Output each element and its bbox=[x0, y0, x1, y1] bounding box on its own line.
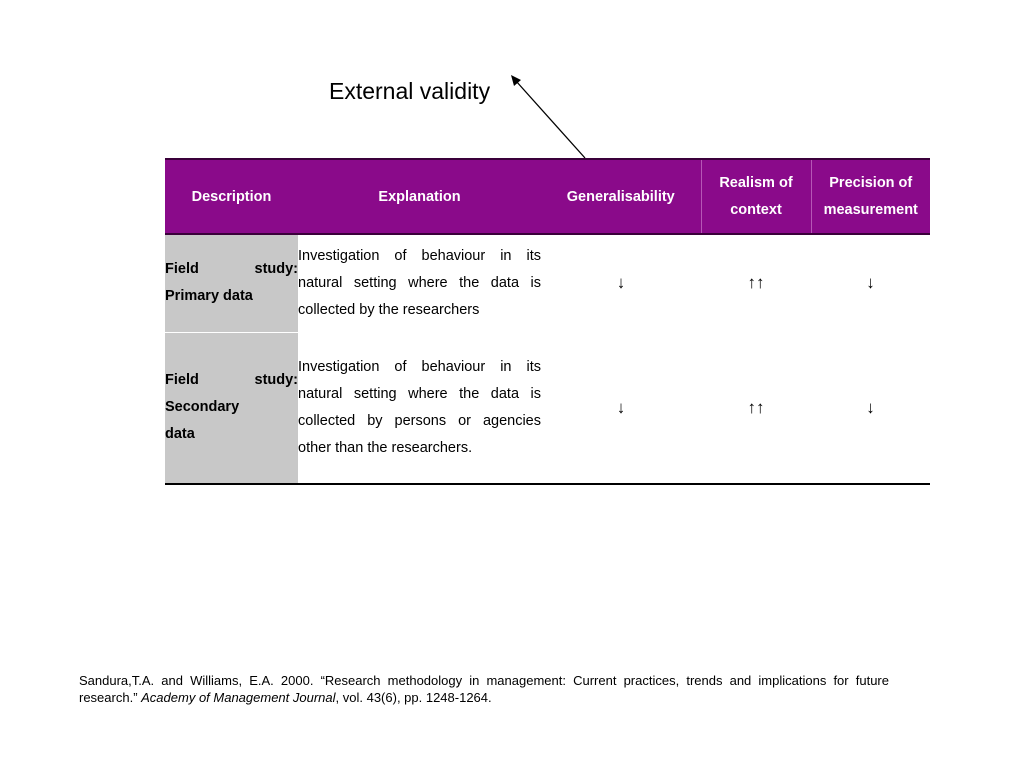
row-explanation: Investigation of behaviour in its natural setting where the data is collected by persons or agencies other than the researchers. bbox=[298, 332, 541, 484]
header-generalisability: Generalisability bbox=[541, 159, 701, 234]
table-header-row bbox=[165, 159, 930, 234]
header-precision-of-measurement: Precision of measurement bbox=[811, 159, 930, 234]
row-description: Field study: Primary data bbox=[165, 234, 298, 332]
generalisability-arrow-icon: ↓ bbox=[541, 332, 701, 484]
realism-arrow-icon: ↑↑ bbox=[701, 234, 811, 332]
row-description: Field study: Secondary data bbox=[165, 332, 298, 484]
header-explanation: Explanation bbox=[298, 159, 541, 234]
citation: Sandura,T.A. and Williams, E.A. 2000. “Research methodology in management: Current practices, trends and implications for future research.” Academy of Management Journal, vol. 43(6), pp. 1248-1264. bbox=[79, 673, 889, 705]
generalisability-arrow-icon: ↓ bbox=[541, 234, 701, 332]
journal-title: Academy of Management Journal bbox=[141, 690, 336, 705]
precision-arrow-icon: ↓ bbox=[811, 234, 930, 332]
precision-arrow-icon: ↓ bbox=[811, 332, 930, 484]
realism-arrow-icon: ↑↑ bbox=[701, 332, 811, 484]
header-description: Description bbox=[165, 159, 298, 234]
table-row bbox=[165, 332, 930, 484]
header-realism-of-context: Realism of context bbox=[701, 159, 811, 234]
validity-table bbox=[165, 158, 930, 485]
row-explanation: Investigation of behaviour in its natural setting where the data is collected by the researchers bbox=[298, 234, 541, 332]
external-validity-label: External validity bbox=[329, 78, 491, 104]
table-row bbox=[165, 234, 930, 332]
